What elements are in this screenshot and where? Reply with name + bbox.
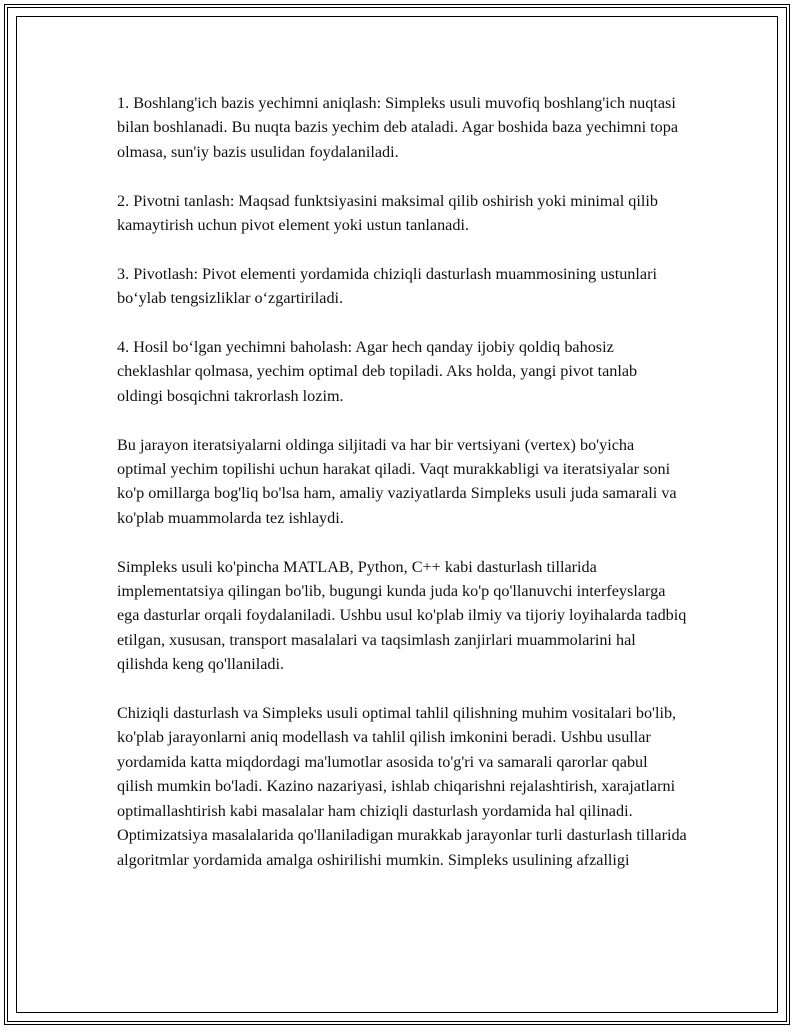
- paragraph-step-2: 2. Pivotni tanlash: Maqsad funktsiyasini maksimal qilib oshirish yoki minimal qilib kamaytirish uchun pivot element yoki ustun tanlanadi.: [117, 191, 658, 235]
- paragraph-iterations: Bu jarayon iteratsiyalarni oldinga siljitadi va har bir vertsiyani (vertex) bo'yicha optimal yechim topilishi uchun harakat qiladi. Vaqt murakkabligi va iteratsiyalar soni ko'p omillarga bog'liq bo'lsa ham, amaliy vaziyatlarda Simpleks usuli juda samarali va ko'plab muammolarda tez ishlaydi.: [117, 435, 677, 527]
- paragraph-step-1: 1. Boshlang'ich bazis yechimni aniqlash: Simpleks usuli muvofiq boshlang'ich nuqtasi bilan boshlanadi. Bu nuqta bazis yechim deb ataladi. Agar boshida baza yechimni topa olmasa, sun'iy bazis usulidan foydalaniladi.: [117, 94, 679, 161]
- document-body: [117, 91, 687, 872]
- paragraph-conclusion: Chiziqli dasturlash va Simpleks usuli optimal tahlil qilishning muhim vositalari bo'lib, ko'plab jarayonlarni aniq modellash va tahlil qilish imkonini beradi. Ushbu usullar yordamida katta miqdordagi ma'lumotlar asosida to'g'ri va samarali qarorlar qabul qilish mumkin bo'ladi. Kazino nazariyasi, ishlab chiqarishni rejalashtirish, xarajatlarni optimallashtirish kabi masalalar ham chiziqli dasturlash yordamida hal qilinadi. Optimizatsiya masalalarida qo'llaniladigan murakkab jarayonlar turli dasturlash tillarida algoritmlar yordamida amalga oshirilishi mumkin. Simpleks usulining afzalligi: [117, 704, 687, 869]
- paragraph-step-4: 4. Hosil bo‘lgan yechimni baholash: Agar hech qanday ijobiy qoldiq bahosiz cheklashlar qolmasa, yechim optimal deb topiladi. Aks holda, yangi pivot tanlab oldingi bosqichni takrorlash lozim.: [117, 338, 638, 405]
- paragraph-step-3: 3. Pivotlash: Pivot elementi yordamida chiziqli dasturlash muammosining ustunlari bo‘ylab tengsizliklar o‘zgartiriladi.: [117, 264, 657, 308]
- paragraph-implementation: Simpleks usuli ko'pincha MATLAB, Python, C++ kabi dasturlash tillarida implementatsiya qilingan bo'lib, bugungi kunda juda ko'p qo'llanuvchi interfeyslarga ega dasturlar orqali foydalaniladi. Ushbu usul ko'plab ilmiy va tijoriy loyihalarda tadbiq etilgan, xususan, transport masalalari va taqsimlash zanjirlari muammolarini hal qilishda keng qo'llaniladi.: [117, 557, 687, 674]
